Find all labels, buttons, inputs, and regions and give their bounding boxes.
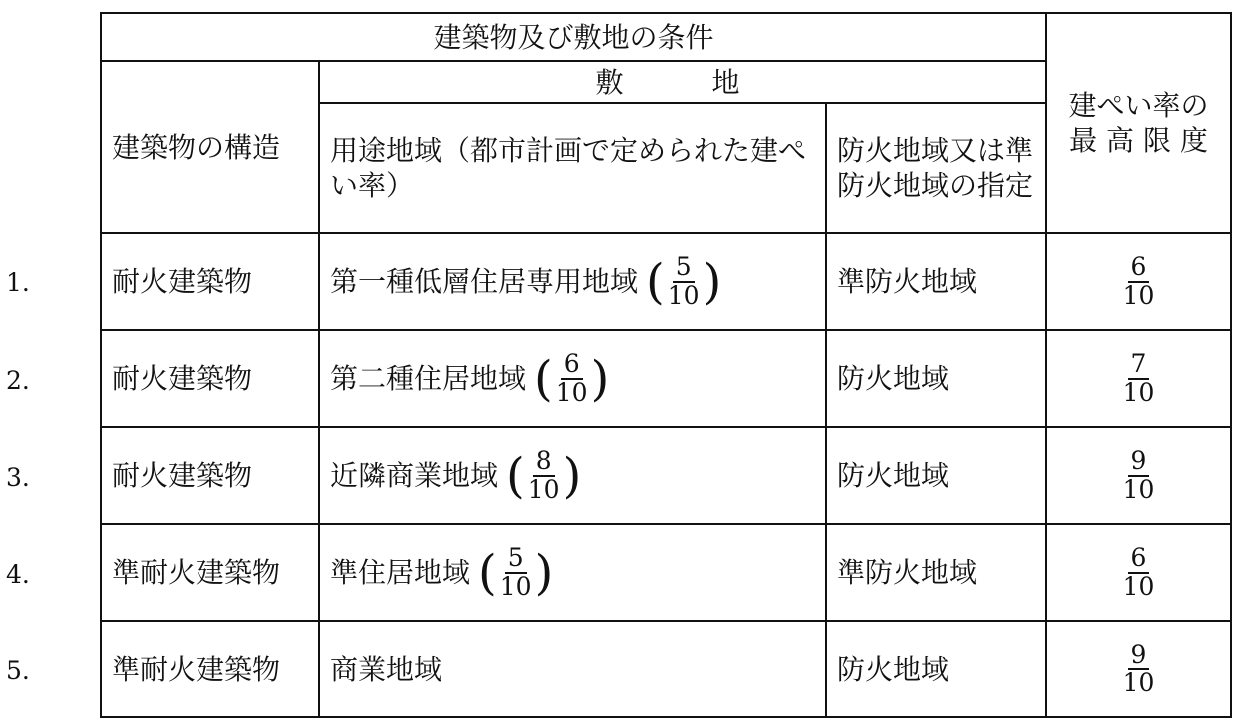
zone-ratio-numerator: 8 bbox=[533, 448, 555, 476]
max-ratio-cell bbox=[1046, 330, 1231, 427]
row-number-4: 4. bbox=[6, 560, 30, 589]
zone-ratio bbox=[534, 351, 609, 406]
fire-zone-cell: 準防火地域 bbox=[826, 524, 1046, 621]
close-paren-glyph: ) bbox=[534, 544, 554, 601]
zone-ratio bbox=[506, 448, 581, 503]
use-zone-header: 用途地域（都市計画で定められた建ぺい率） bbox=[319, 103, 826, 233]
zone-cell bbox=[319, 621, 826, 717]
structure-cell: 耐火建築物 bbox=[101, 233, 319, 330]
max-ratio-denominator: 10 bbox=[1122, 571, 1155, 601]
zone-name: 準住居地域 bbox=[330, 556, 471, 589]
open-paren-glyph: ( bbox=[534, 350, 553, 407]
row-number-5: 5. bbox=[6, 656, 30, 685]
row-number-1: 1. bbox=[6, 268, 30, 297]
max-ratio-cell bbox=[1046, 233, 1231, 330]
max-ratio-cell bbox=[1046, 621, 1231, 717]
open-paren-glyph: ( bbox=[478, 544, 497, 601]
max-ratio-header bbox=[1046, 13, 1231, 233]
zone-ratio bbox=[478, 545, 553, 600]
max-ratio-denominator: 10 bbox=[1122, 474, 1155, 504]
zone-ratio-fraction bbox=[497, 545, 535, 600]
structure-cell: 耐火建築物 bbox=[101, 427, 319, 524]
max-ratio-fraction bbox=[1120, 254, 1158, 309]
zone-name: 商業地域 bbox=[330, 652, 443, 686]
fire-zone-cell: 防火地域 bbox=[826, 330, 1046, 427]
table-row bbox=[101, 524, 1231, 621]
table-row bbox=[101, 330, 1231, 427]
max-ratio-fraction bbox=[1120, 545, 1158, 600]
max-ratio-header-line1: 建ぺい率の bbox=[1068, 89, 1209, 122]
zone-ratio-denominator: 10 bbox=[667, 280, 700, 310]
fire-zone-cell: 防火地域 bbox=[826, 427, 1046, 524]
structure-header: 建築物の構造 bbox=[101, 61, 319, 233]
fire-zone-cell: 準防火地域 bbox=[826, 233, 1046, 330]
close-paren-glyph: ) bbox=[702, 253, 722, 310]
row-number-2: 2. bbox=[6, 366, 30, 395]
zone-cell bbox=[319, 330, 826, 427]
zone-ratio-numerator: 6 bbox=[561, 351, 583, 379]
max-ratio-numerator: 9 bbox=[1128, 448, 1150, 476]
zone-cell bbox=[319, 427, 826, 524]
max-ratio-numerator: 6 bbox=[1128, 545, 1150, 573]
max-ratio-cell bbox=[1046, 427, 1231, 524]
close-paren-glyph: ) bbox=[562, 447, 582, 504]
table-row bbox=[101, 233, 1231, 330]
fire-zone-cell: 防火地域 bbox=[826, 621, 1046, 717]
max-ratio-header-line2: 最 高 限 度 bbox=[1069, 124, 1208, 157]
zone-ratio-denominator: 10 bbox=[527, 474, 560, 504]
header-row-1 bbox=[101, 13, 1231, 61]
max-ratio-fraction bbox=[1120, 351, 1158, 406]
zone-ratio-fraction bbox=[665, 254, 703, 309]
max-ratio-fraction bbox=[1120, 639, 1158, 697]
zone-name: 第一種低層住居専用地域 bbox=[330, 265, 639, 298]
open-paren-glyph: ( bbox=[646, 253, 665, 310]
max-ratio-denominator: 10 bbox=[1122, 668, 1155, 697]
conditions-header: 建築物及び敷地の条件 bbox=[101, 13, 1046, 61]
max-ratio-numerator: 9 bbox=[1128, 642, 1150, 670]
open-paren-glyph: ( bbox=[506, 447, 525, 504]
max-ratio-denominator: 10 bbox=[1122, 377, 1155, 407]
zone-ratio-denominator: 10 bbox=[555, 377, 588, 407]
site-header-label: 敷 地 bbox=[595, 65, 770, 99]
max-ratio-fraction bbox=[1120, 448, 1158, 503]
zone-ratio-numerator: 5 bbox=[505, 545, 527, 573]
table-row bbox=[101, 427, 1231, 524]
zone-ratio-fraction bbox=[553, 351, 591, 406]
site-header bbox=[319, 61, 1046, 103]
row-number-3: 3. bbox=[6, 463, 30, 492]
zone-cell bbox=[319, 233, 826, 330]
structure-cell: 準耐火建築物 bbox=[101, 524, 319, 621]
structure-cell: 耐火建築物 bbox=[101, 330, 319, 427]
table-row bbox=[101, 621, 1231, 717]
max-ratio-cell bbox=[1046, 524, 1231, 621]
max-ratio-numerator: 7 bbox=[1128, 351, 1150, 379]
zone-cell bbox=[319, 524, 826, 621]
close-paren-glyph: ) bbox=[590, 350, 610, 407]
structure-cell: 準耐火建築物 bbox=[101, 621, 319, 717]
max-ratio-denominator: 10 bbox=[1122, 280, 1155, 310]
zone-ratio bbox=[646, 254, 721, 309]
zone-ratio-numerator: 5 bbox=[673, 254, 695, 282]
max-ratio-numerator: 6 bbox=[1128, 254, 1150, 282]
zone-ratio-fraction bbox=[525, 448, 563, 503]
zone-name: 近隣商業地域 bbox=[330, 459, 499, 492]
fire-zone-header: 防火地域又は準防火地域の指定 bbox=[826, 103, 1046, 233]
zone-ratio-denominator: 10 bbox=[499, 571, 532, 601]
building-coverage-table bbox=[100, 12, 1232, 718]
zone-name: 第二種住居地域 bbox=[330, 362, 527, 395]
